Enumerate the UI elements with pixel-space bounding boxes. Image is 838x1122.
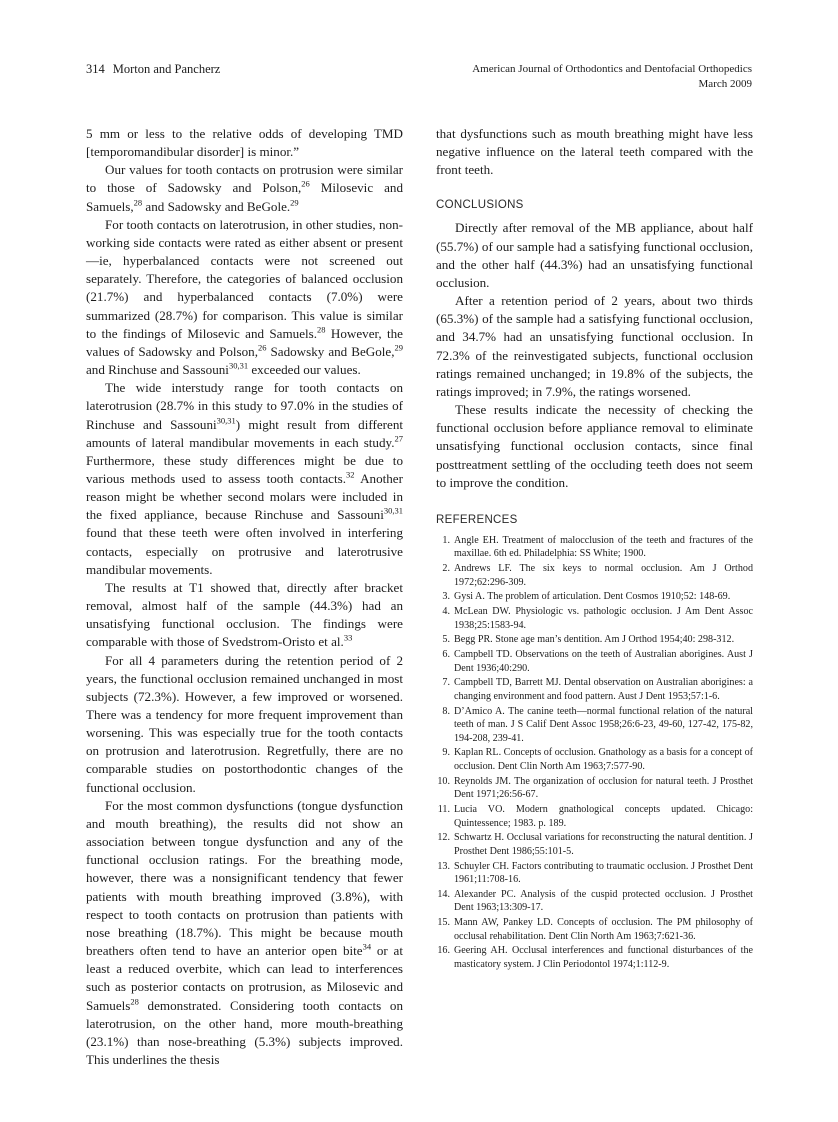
right-column bbox=[436, 125, 753, 973]
reference-item: 13. Schuyler CH. Factors contributing to traumatic occlusion. J Prosthet Dent 1961;11:708-16. bbox=[437, 860, 753, 886]
paragraph: For all 4 parameters during the retention period of 2 years, the functional occlusion remained unchanged in most subjects (72.3%). However, a few improved or worsened. There was a tendency for more frequent improvement than worsening. This was especially true for the tooth contacts on protrusion and laterotrusion. Regretfully, there are no comparable studies on postorthodontic changes of the functional occlusion. bbox=[86, 652, 403, 795]
paragraph: For tooth contacts on laterotrusion, in other studies, non-working side contacts were rated as either absent or present—ie, hyperbalanced contacts were not screened out separately. Therefore, the categories of balanced occlusion (21.7%) and hyperbalanced contacts (7.0%) were summarized (28.7%) for comparison. This value is similar to the findings of Milosevic and Samuels.$^{28}$ However, the values of Sadowsky and Polson,$^{26}$ Sadowsky and BeGole,$^{29}$ and Rinchuse and Sassouni$^{30,31}$ exceeded our values. bbox=[86, 216, 403, 378]
citation: 33 bbox=[343, 633, 353, 644]
citation: 28 bbox=[130, 996, 139, 1007]
reference-item: 5. Begg PR. Stone age man’s dentition. Am J Orthod 1954;40: 298-312. bbox=[442, 634, 735, 646]
reference-item: 9. Kaplan RL. Concepts of occlusion. Gnathology as a basis for a concept of occlusion. Dent Clin North Am 1963;7:577-90. bbox=[442, 747, 753, 773]
paragraph: For the most common dysfunctions (tongue dysfunction and mouth breathing), the results did not show an association between tongue dysfunction and any of the functional occlusion ratings. For the breathing mode, however, there was a nonsignificant tendency that fewer patients with mouth breathing improved (3.8%), with respect to tooth contacts on protrusion than patients with nose breathing (18.7%). This might be because mouth breathers often tend to have an anterior open bite$^{34}$ or at least a reduced overbite, which can lead to interferences such as posterior contacts on protrusion, as Milosevic and Samuels$^{28}$ demonstrated. Considering tooth contacts on laterotrusion, on the other hand, more mouth-breathing (23.1%) than nose-breathing (5.3%) subjects improved. This underlines the thesis bbox=[86, 797, 403, 1067]
citation: 32 bbox=[346, 469, 355, 480]
citation: 29 bbox=[290, 197, 299, 208]
reference-item: 3. Gysi A. The problem of articulation. Dent Cosmos 1910;52: 148-69. bbox=[442, 591, 731, 603]
reference-item: 8. D’Amico A. The canine teeth—normal functional relation of the natural teeth of man. J S Calif Dent Assoc 1958;26:6-23, 49-60, 127-42, 175-82, 194-208, 239-41. bbox=[442, 705, 753, 744]
reference-item: 2. Andrews LF. The six keys to normal occlusion. Am J Orthod 1972;62:296-309. bbox=[442, 563, 753, 588]
citation: 26 bbox=[258, 342, 267, 353]
citation: 29 bbox=[394, 342, 403, 353]
paragraph: that dysfunctions such as mouth breathing might have less negative influence on the lateral teeth compared with the front teeth. bbox=[436, 126, 753, 178]
paragraph: These results indicate the necessity of checking the functional occlusion before appliance removal to eliminate unsatisfying functional occlusion contacts, since final posttreatment settling of the occluding teeth does not seem to improve the condition. bbox=[436, 402, 753, 490]
reference-item: 12. Schwartz H. Occlusal variations for reconstructing the natural dentition. J Prosthet Dent 1986;55:101-5. bbox=[437, 832, 753, 857]
reference-item: 11. Lucia VO. Modern gnathological concepts updated. Chicago: Quintessence; 1983. p. 189. bbox=[437, 804, 753, 829]
reference-item: 1. Angle EH. Treatment of malocclusion of the teeth and fractures of the maxillae. 6th ed. Philadelphia: SS White; 1900. bbox=[442, 534, 753, 560]
paragraph: Our values for tooth contacts on protrusion were similar to those of Sadowsky and Polson,$^{26}$ Milosevic and Samuels,$^{28}$ and Sadowsky and BeGole.$^{29}$ bbox=[86, 162, 404, 214]
page-number: 314 bbox=[86, 62, 105, 76]
running-header-right bbox=[472, 62, 752, 92]
paragraph: Directly after removal of the MB appliance, about half (55.7%) of our sample had a satisfying functional occlusion, and the other half (44.3%) had an unsatisfying functional occlusion. bbox=[436, 220, 753, 290]
reference-item: 4. McLean DW. Physiologic vs. pathologic occlusion. J Am Dent Assoc 1938;25:1583-94. bbox=[442, 606, 753, 631]
citation: 30,31 bbox=[383, 505, 403, 516]
paragraph: The results at T1 showed that, directly after bracket removal, almost half of the sample (44.3%) had an unsatisfying functional occlusion. The findings were comparable with those of Svedstrom-Oristo et al.$^{33}$ bbox=[86, 579, 403, 650]
reference-item: 6. Campbell TD. Observations on the teeth of Australian aborigines. Aust J Dent 1936;40:290. bbox=[442, 649, 753, 674]
conclusions-heading: CONCLUSIONS bbox=[436, 199, 524, 212]
reference-item: 15. Mann AW, Pankey LD. Concepts of occlusion. The PM philosophy of occlusal rehabilitation. Dent Clin North Am 1963;7:621-36. bbox=[437, 917, 753, 942]
journal-name: American Journal of Orthodontics and Dentofacial Orthopedics bbox=[472, 63, 752, 75]
reference-item: 14. Alexander PC. Analysis of the cuspid protected occlusion. J Prosthet Dent 1963;13:309-17. bbox=[437, 888, 753, 914]
running-header-left bbox=[86, 62, 220, 77]
citation: 28 bbox=[317, 324, 326, 335]
citation: 30,31 bbox=[228, 360, 249, 371]
references-heading: REFERENCES bbox=[436, 513, 518, 526]
running-authors: Morton and Pancherz bbox=[112, 62, 221, 76]
citation: 28 bbox=[133, 197, 143, 208]
citation: 30,31 bbox=[216, 415, 236, 426]
reference-list bbox=[436, 534, 753, 972]
citation: 34 bbox=[362, 941, 372, 952]
paragraph: After a retention period of 2 years, about two thirds (65.3%) of the sample had a satisfying functional occlusion, and 34.7% had an unsatisfying functional occlusion. In 72.3% of the reinvestigated subjects, functional occlusion ratings remained unchanged; in 19.8% of the subjects, the ratings improved; in 7.9%, the ratings worsened. bbox=[436, 293, 753, 399]
citation: 26 bbox=[301, 179, 310, 190]
issue-date: March 2009 bbox=[698, 78, 752, 90]
reference-item: 10. Reynolds JM. The organization of occlusion for natural teeth. J Prosthet Dent 1971;26:56-67. bbox=[437, 775, 753, 801]
reference-item: 16. Geering AH. Occlusal interferences and functional disturbances of the masticatory system. J Clin Periodontol 1974;1:112-9. bbox=[437, 945, 753, 971]
paragraph: 5 mm or less to the relative odds of developing TMD [temporomandibular disorder] is minor.” bbox=[86, 126, 403, 160]
citation: 27 bbox=[394, 433, 403, 444]
reference-item: 7. Campbell TD, Barrett MJ. Dental observation on Australian aborigines: a changing environment and food pattern. Aust J Dent 1953;57:1-6. bbox=[442, 677, 753, 702]
paragraph: The wide interstudy range for tooth contacts on laterotrusion (28.7% in this study to 97.0% in the studies of Rinchuse and Sassouni$^{30,31}$) might result from different amounts of lateral mandibular movements in each study.$^{27}$ Furthermore, these study differences might be due to various methods used to assess tooth contacts.$^{32}$ Another reason might be whether second molars were included in the fixed appliance, because Rinchuse and Sassouni$^{30,31}$ found that these teeth were often involved in interfering contacts, especially on protrusive and laterotrusive mandibular movements. bbox=[86, 380, 404, 577]
left-column bbox=[86, 125, 403, 1069]
